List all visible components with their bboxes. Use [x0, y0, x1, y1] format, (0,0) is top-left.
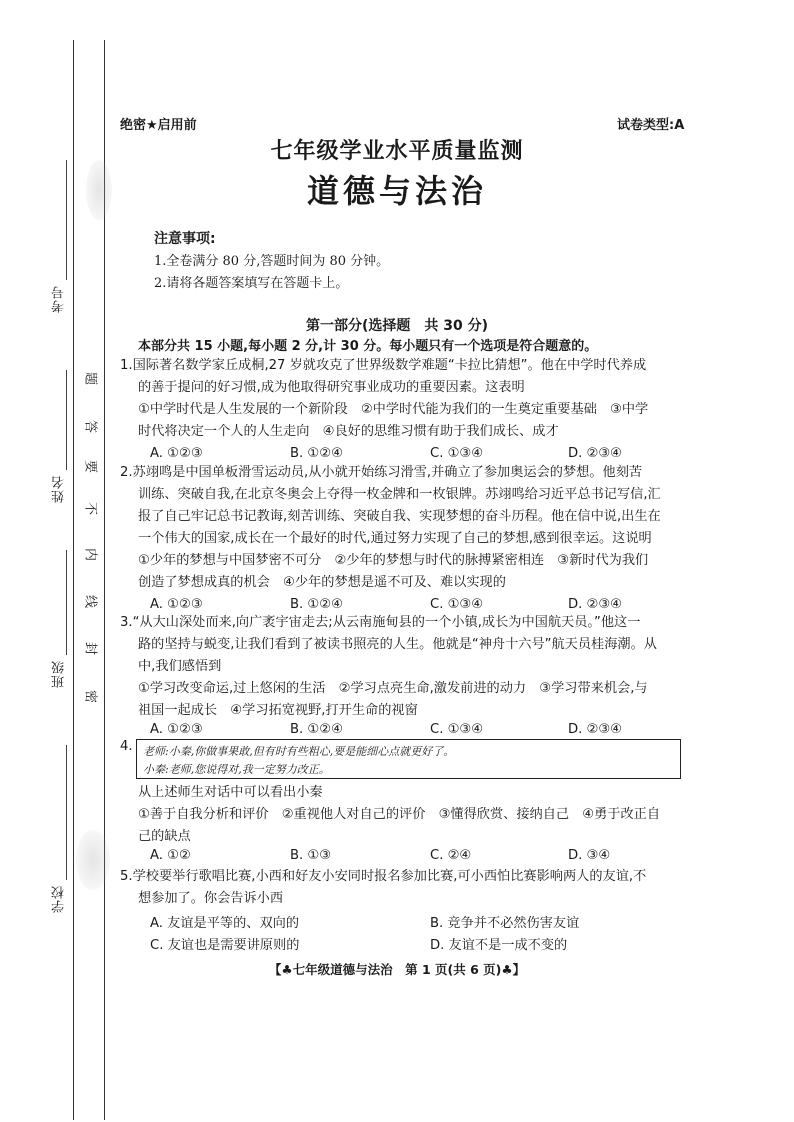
question-4-option-b[interactable]: B. ①③	[290, 848, 332, 863]
question-1-line: 的善于提问的好习惯,成为他取得研究事业成功的重要因素。这表明	[138, 380, 525, 395]
question-5-line: 想参加了。你会告诉小西	[138, 891, 284, 906]
dialog-box	[136, 739, 681, 779]
notice-title: 注意事项:	[154, 231, 216, 247]
dialog-student-line: 小秦:老师,您说得对,我一定努力改正。	[143, 763, 330, 776]
scan-smudge	[76, 830, 110, 890]
seal-char: 线	[85, 592, 98, 607]
seal-char: 内	[85, 545, 98, 560]
question-2-line: 一个伟大的国家,成长在一个最好的时代,通过努力实现了自己的梦想,感到很幸运。这说明	[138, 531, 652, 546]
question-5-line: 5.学校要举行歌唱比赛,小西和好友小安同时报名参加比赛,可小西怕比赛影响两人的友谊,不	[120, 869, 647, 884]
question-5-option-a[interactable]: A. 友谊是平等的、双向的	[150, 916, 300, 931]
question-4-line: 从上述师生对话中可以看出小秦	[138, 785, 323, 800]
exam-title: 七年级学业水平质量监测	[270, 139, 524, 164]
question-3-option-c[interactable]: C. ①③④	[430, 722, 484, 737]
question-5-option-c[interactable]: C. 友谊也是需要讲原则的	[150, 938, 300, 953]
question-2-line: 2.苏翊鸣是中国单板滑雪运动员,从小就开始练习滑雪,并确立了参加奥运会的梦想。他刻苦	[120, 465, 643, 480]
class-label: 班级	[52, 660, 67, 688]
seal-char: 答	[85, 417, 98, 432]
confidential-mark: 绝密★启用前	[120, 118, 197, 133]
school-label: 学校	[52, 885, 67, 913]
question-2-line: 训练、突破自我,在北京冬奥会上夺得一枚金牌和一枚银牌。苏翊鸣给习近平总书记写信,汇	[138, 487, 661, 502]
question-3-line: 祖国一起成长 ④学习拓宽视野,打开生命的视窗	[138, 703, 418, 718]
question-1-option-d[interactable]: D. ②③④	[568, 446, 623, 461]
question-5-option-d[interactable]: D. 友谊不是一成不变的	[430, 938, 568, 953]
question-1-option-a[interactable]: A. ①②③	[150, 446, 203, 461]
subject-title: 道德与法治	[306, 172, 487, 210]
question-4-option-a[interactable]: A. ①②	[150, 848, 191, 863]
question-1-line: 时代将决定一个人的人生走向 ④良好的思维习惯有助于我们成长、成才	[138, 424, 559, 439]
page-footer: 【♣七年级道德与法治 第 1 页(共 6 页)♣】	[268, 962, 526, 977]
question-1-option-b[interactable]: B. ①②④	[290, 446, 343, 461]
question-1-line: ①中学时代是人生发展的一个新阶段 ②中学时代能为我们的一生奠定重要基础 ③中学	[138, 402, 649, 417]
question-1-option-c[interactable]: C. ①③④	[430, 446, 484, 461]
name-label: 姓名	[52, 475, 67, 503]
section-intro: 本部分共 15 小题,每小题 2 分,计 30 分。每小题只有一个选项是符合题意的。	[138, 339, 598, 354]
school-field[interactable]	[66, 745, 67, 880]
seal-char: 不	[85, 499, 98, 514]
notice-item: 2.请将各题答案填写在答题卡上。	[154, 276, 349, 291]
candidate-number-label: 考号	[52, 285, 67, 313]
question-3-line: 中,我们感悟到	[138, 659, 222, 674]
question-2-line: 创造了梦想成真的机会 ④少年的梦想是遥不可及、难以实现的	[138, 575, 506, 590]
question-2-option-a[interactable]: A. ①②③	[150, 597, 203, 612]
question-5-option-b[interactable]: B. 竞争并不必然伤害友谊	[430, 916, 580, 931]
question-3-option-a[interactable]: A. ①②③	[150, 722, 203, 737]
question-2-option-d[interactable]: D. ②③④	[568, 597, 623, 612]
question-2-option-c[interactable]: C. ①③④	[430, 597, 484, 612]
dialog-teacher-line: 老师:小秦,你做事果敢,但有时有些粗心,要是能细心点就更好了。	[143, 745, 455, 758]
notice-item: 1.全卷满分 80 分,答题时间为 80 分钟。	[154, 254, 390, 269]
question-3-option-b[interactable]: B. ①②④	[290, 722, 343, 737]
question-2-line: 报了自己牢记总书记教诲,刻苦训练、突破自我、实现梦想的奋斗历程。他在信中说,出生在	[138, 509, 661, 524]
seal-char: 封	[85, 639, 98, 654]
question-3-option-d[interactable]: D. ②③④	[568, 722, 623, 737]
seal-char: 密	[85, 687, 98, 702]
question-2-line: ①少年的梦想与中国梦密不可分 ②少年的梦想与时代的脉搏紧密相连 ③新时代为我们	[138, 553, 649, 568]
question-3-line: 3.“从大山深处而来,向广袤宇宙走去;从云南施甸县的一个小镇,成长为中国航天员。”他这一	[120, 615, 641, 630]
question-3-line: 路的坚持与蜕变,让我们看到了被读书照亮的人生。他就是“神舟十六号”航天员桂海潮。从	[138, 637, 657, 652]
name-field[interactable]	[66, 370, 67, 470]
section-title: 第一部分(选择题 共 30 分)	[305, 318, 489, 334]
class-field[interactable]	[66, 550, 67, 655]
question-2-option-b[interactable]: B. ①②④	[290, 597, 343, 612]
question-4-number: 4.	[120, 739, 133, 754]
question-4-option-d[interactable]: D. ③④	[568, 848, 611, 863]
question-4-line: 己的缺点	[138, 829, 191, 844]
seal-char: 要	[85, 457, 98, 472]
question-3-line: ①学习改变命运,过上悠闲的生活 ②学习点亮生命,激发前进的动力 ③学习带来机会,与	[138, 681, 648, 696]
paper-type: 试卷类型:A	[617, 118, 685, 133]
question-1-line: 1.国际著名数学家丘成桐,27 岁就攻克了世界级数学难题“卡拉比猜想”。他在中学时代养成	[120, 358, 647, 373]
seal-char: 题	[85, 369, 98, 384]
question-4-line: ①善于自我分析和评价 ②重视他人对自己的评价 ③懂得欣赏、接纳自己 ④勇于改正自	[138, 807, 661, 822]
question-4-option-c[interactable]: C. ②④	[430, 848, 472, 863]
